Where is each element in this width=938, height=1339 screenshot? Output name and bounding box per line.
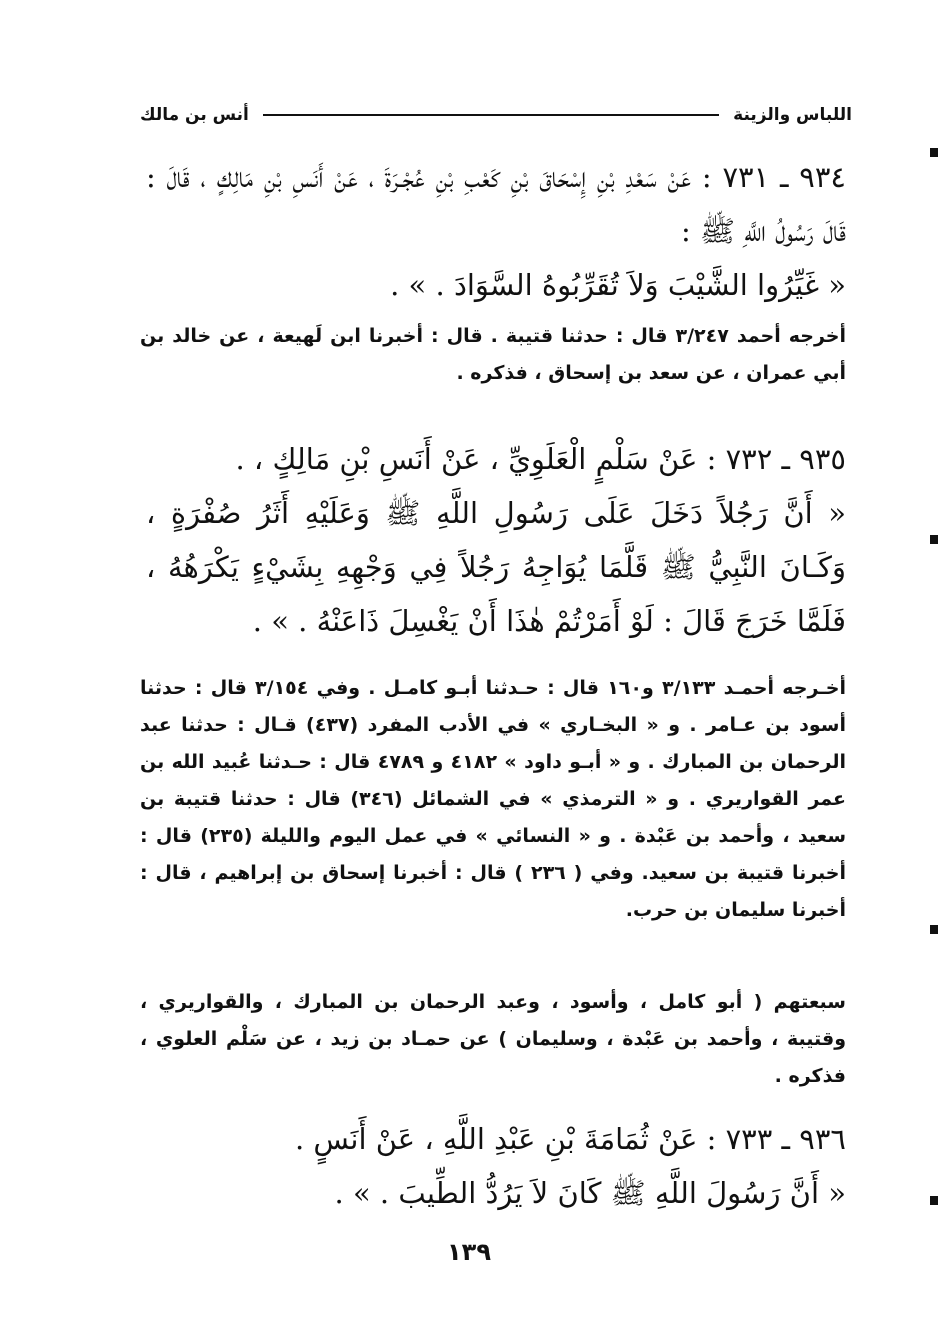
- takhrij-935: أخـرجه أحمـد ٣/١٣٣ و١٦٠ قال : حـدثنا أبـو كامـل . وفي ٣/١٥٤ قال : حدثنا أسود بن عـامر . و « البخـاري » في الأدب المفرد (٤٣٧) قـال : حدثنا عبد الرحمان بن المبارك . و « أبـو داود » ٤١٨٢ و ٤٧٨٩ قال : حـدثنا عُبيد الله بن عمر القواريري . و « الترمذي » في الشمائل (٣٤٦) قال : حدثنا قتيبة بن سعيد ، وأحمد بن عَبْدة . و « النسائي » في عمل اليوم والليلة (٢٣٥) قال : أخبرنا قتيبة بن سعيد. وفي ( ٢٣٦ ) قال : أخبرنا إسحاق بن إبراهيم ، قال : أخبرنا سليمان بن حرب.: [140, 677, 846, 921]
- hadith-isnad: عَنْ سَعْدِ بْنِ إِسْحَاقَ بْنِ كَعْبِ بْنِ عُجْـرَةَ ، عَنْ أَنَسِ بْنِ مَالِكٍ ، قَالَ : قَالَ رَسُولُ اللَّهِ ﷺ :: [146, 160, 846, 248]
- binding-mark: [930, 925, 938, 934]
- hadith-isnad: عَنْ سَلْمٍ الْعَلَوِيِّ ، عَنْ أَنَسِ بْنِ مَالِكٍ ، .: [235, 442, 698, 476]
- page-number: ١٣٩: [447, 1238, 491, 1266]
- binding-mark: [930, 1196, 938, 1205]
- hadith-number: ٩٣٤ ـ ٧٣١ :: [701, 160, 847, 194]
- hadith-isnad: عَنْ ثُمَامَةَ بْنِ عَبْدِ اللَّهِ ، عَنْ أَنَسٍ .: [294, 1122, 698, 1156]
- hadith-matn: « أَنَّ رَسُولَ اللَّهِ ﷺ كَانَ لاَ يَرُدُّ الطِّيبَ . » .: [334, 1176, 846, 1210]
- hadith-matn: « غَيِّرُوا الشَّيْبَ وَلاَ تُقَرِّبُوهُ السَّوَادَ . » .: [390, 268, 846, 302]
- hadith-matn: « أَنَّ رَجُلاً دَخَلَ عَلَى رَسُولِ اللَّهِ ﷺ وَعَلَيْهِ أَثَرُ صُفْرَةٍ ، وَكَـانَ النَّبِيُّ ﷺ قَلَّمَا يُوَاجِهُ رَجُلاً فِي وَجْهِهِ بِشَيْءٍ يَكْرَهُهُ ، فَلَمَّا خَرَجَ قَالَ : لَوْ أَمَرْتُمْ هٰذَا أَنْ يَغْسِلَ ذَاعَنْهُ . » .: [146, 496, 846, 638]
- hadith-935: [146, 432, 846, 648]
- hadith-number: ٩٣٦ ـ ٧٣٣ :: [706, 1122, 846, 1156]
- binding-mark: [930, 148, 938, 157]
- hadith-number: ٩٣٥ ـ ٧٣٢ :: [706, 442, 846, 476]
- header-right-title: اللباس والزينة: [733, 105, 852, 125]
- takhrij-935-summary: سبعتهم ( أبو كامل ، وأسود ، وعبد الرحمان بن المبارك ، والقواريري ، وقتيبة ، وأحمد بن عَبْدة ، وسليمان ) عن حمـاد بن زيد ، عن سَلْم العلوي ، فذكره .: [140, 991, 846, 1087]
- header-left-title: أنس بن مالك: [140, 105, 249, 125]
- header-rule: [263, 114, 719, 116]
- hadith-936: [146, 1112, 846, 1220]
- binding-mark: [930, 535, 938, 544]
- takhrij-934: أخرجه أحمد ٣/٢٤٧ قال : حدثنا قتيبة . قال : أخبرنا ابن لَهيعة ، عن خالد بن أبي عمران ، عن سعد بن إسحاق ، فذكره .: [140, 325, 847, 384]
- running-header: [140, 100, 852, 130]
- hadith-934: [146, 150, 846, 312]
